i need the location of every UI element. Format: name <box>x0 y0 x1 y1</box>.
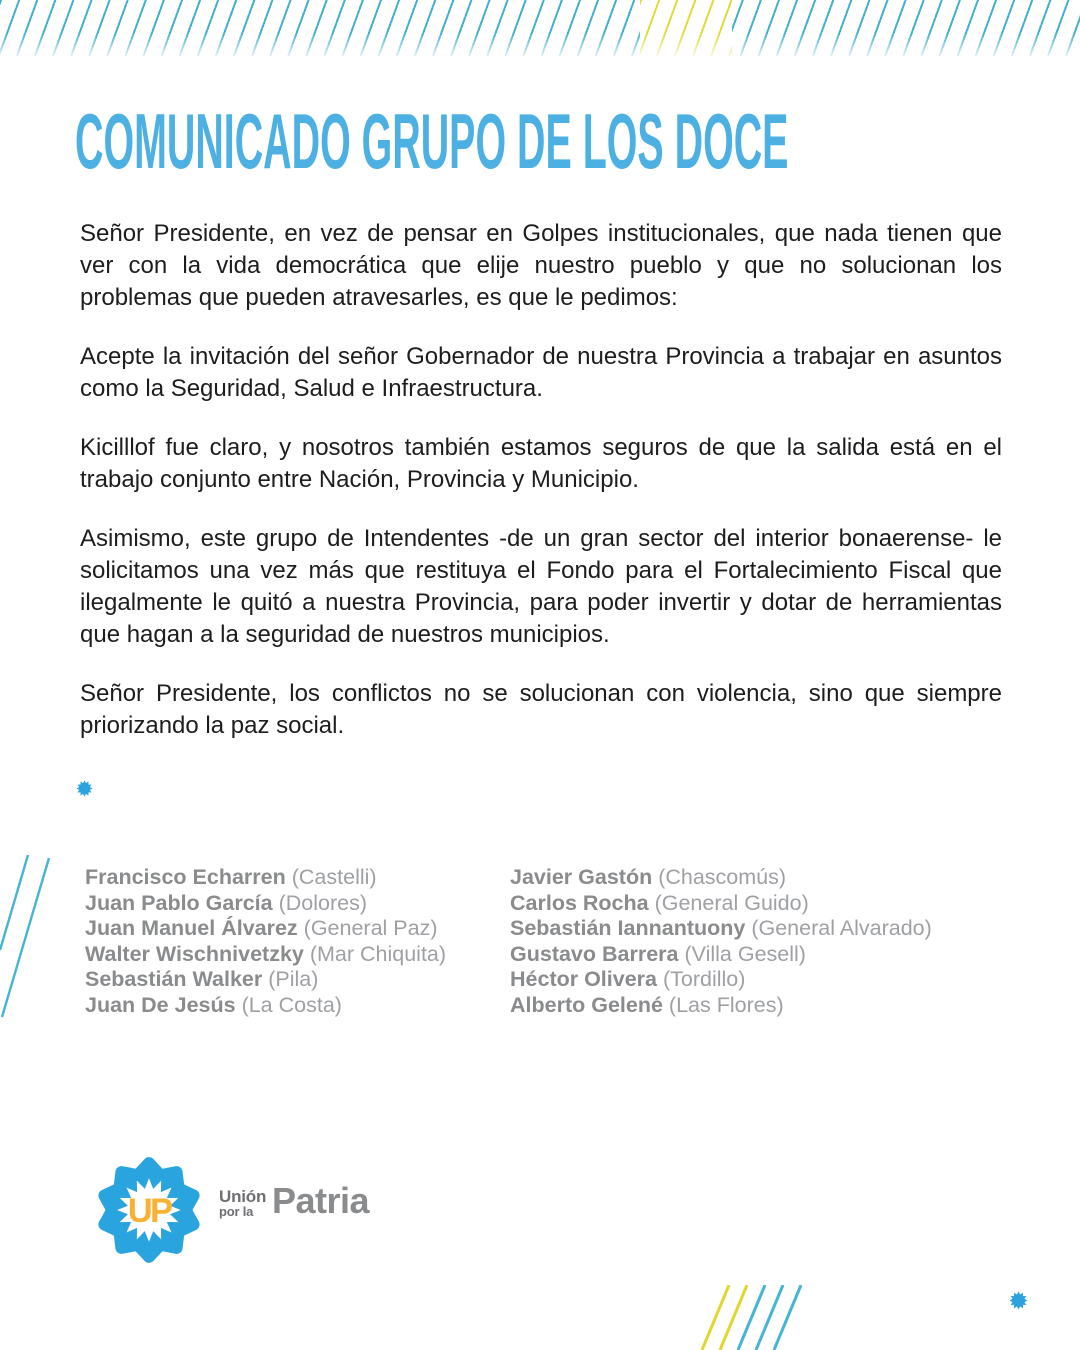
signatory <box>85 865 446 891</box>
signatory-district: (General Guido) <box>654 890 809 915</box>
signatory-name: Carlos Rocha <box>510 890 649 915</box>
page-title: COMUNICADO GRUPO DE LOS DOCE <box>75 97 789 185</box>
signatories-right-column <box>510 865 932 1018</box>
signatory-name: Juan Pablo García <box>85 890 273 915</box>
paragraph-3: Kicilllof fue claro, y nosotros también estamos seguros de que la salida está en el trabajo conjunto entre Nación, Provincia y Municipio. <box>80 434 1002 493</box>
signatory <box>510 865 932 891</box>
signatory <box>510 967 932 993</box>
signatory-district: (Dolores) <box>278 890 367 915</box>
signatory <box>510 993 932 1019</box>
signatory <box>85 916 446 942</box>
signatory <box>510 942 932 968</box>
signatory-district: (General Paz) <box>303 916 438 940</box>
logo-union-label <box>219 1189 266 1219</box>
logo-union-line1: Unión <box>219 1187 267 1206</box>
signatory-district: (Chascomús) <box>658 865 787 889</box>
body-text <box>80 218 1002 769</box>
signatory <box>510 891 932 917</box>
signatory-name: Francisco Echarren <box>85 865 286 889</box>
sun-accent-icon <box>1009 1291 1028 1310</box>
signatory <box>85 993 446 1019</box>
diagonal-lines-left-icon <box>0 850 60 1020</box>
signatory-name: Javier Gastón <box>510 865 653 889</box>
signatory-name: Gustavo Barrera <box>510 941 679 966</box>
paragraph-4: Asimismo, este grupo de Intendentes -de un gran sector del interior bonaerense- le solicitamos una vez más que restituya el Fondo para el Fortalecimiento Fiscal que ilegalmente le quitó a nuestra Provincia, para poder invertir y dotar de herramientas que hagan a la seguridad de nuestros municipios. <box>80 525 1002 648</box>
signatory-name: Sebastián Iannantuony <box>510 916 746 940</box>
signatory-name: Juan Manuel Álvarez <box>85 916 298 940</box>
up-monogram: UP <box>127 1191 171 1230</box>
signatories-left-column <box>85 865 446 1018</box>
signatory-district: (Villa Gesell) <box>684 941 806 966</box>
up-sun-icon <box>91 1152 207 1268</box>
signatory-name: Sebastián Walker <box>85 967 263 991</box>
top-diagonal-stripes-icon <box>0 0 1080 56</box>
sun-bullet-icon <box>76 780 93 797</box>
signatory-district: (Pila) <box>268 967 319 991</box>
signatory <box>85 891 446 917</box>
signatory-district: (Las Flores) <box>668 992 784 1017</box>
paragraph-2: Acepte la invitación del señor Gobernador de nuestra Provincia a trabajar en asuntos como la Seguridad, Salud e Infraestructura. <box>80 343 1002 402</box>
signatory-name: Héctor Olivera <box>510 967 657 991</box>
signatory-district: (Mar Chiquita) <box>309 941 447 966</box>
signatory-district: (La Costa) <box>241 992 342 1017</box>
diagonal-lines-bottom-icon <box>695 1285 810 1350</box>
signatory-name: Walter Wischnivetzky <box>85 941 304 966</box>
logo-patria-label: Patria <box>272 1180 370 1221</box>
paragraph-5: Señor Presidente, los conflictos no se solucionan con violencia, sino que siempre priorizando la paz social. <box>80 680 1002 739</box>
signatory-district: (General Alvarado) <box>751 916 932 940</box>
signatory-name: Alberto Gelené <box>510 992 663 1017</box>
paragraph-1: Señor Presidente, en vez de pensar en Golpes institucionales, que nada tienen que ver con la vida democrática que elije nuestro pueblo y que no solucionan los problemas que pueden atravesarles, es que le pedimos: <box>80 220 1002 311</box>
signatory-district: (Tordillo) <box>662 967 746 991</box>
signatory <box>85 942 446 968</box>
signatory <box>85 967 446 993</box>
signatory-name: Juan De Jesús <box>85 992 236 1017</box>
signatory <box>510 916 932 942</box>
signatory-district: (Castelli) <box>291 865 377 889</box>
logo-union-line2: por la <box>219 1204 254 1219</box>
top-diagonal-stripes-yellow-icon <box>640 0 732 56</box>
